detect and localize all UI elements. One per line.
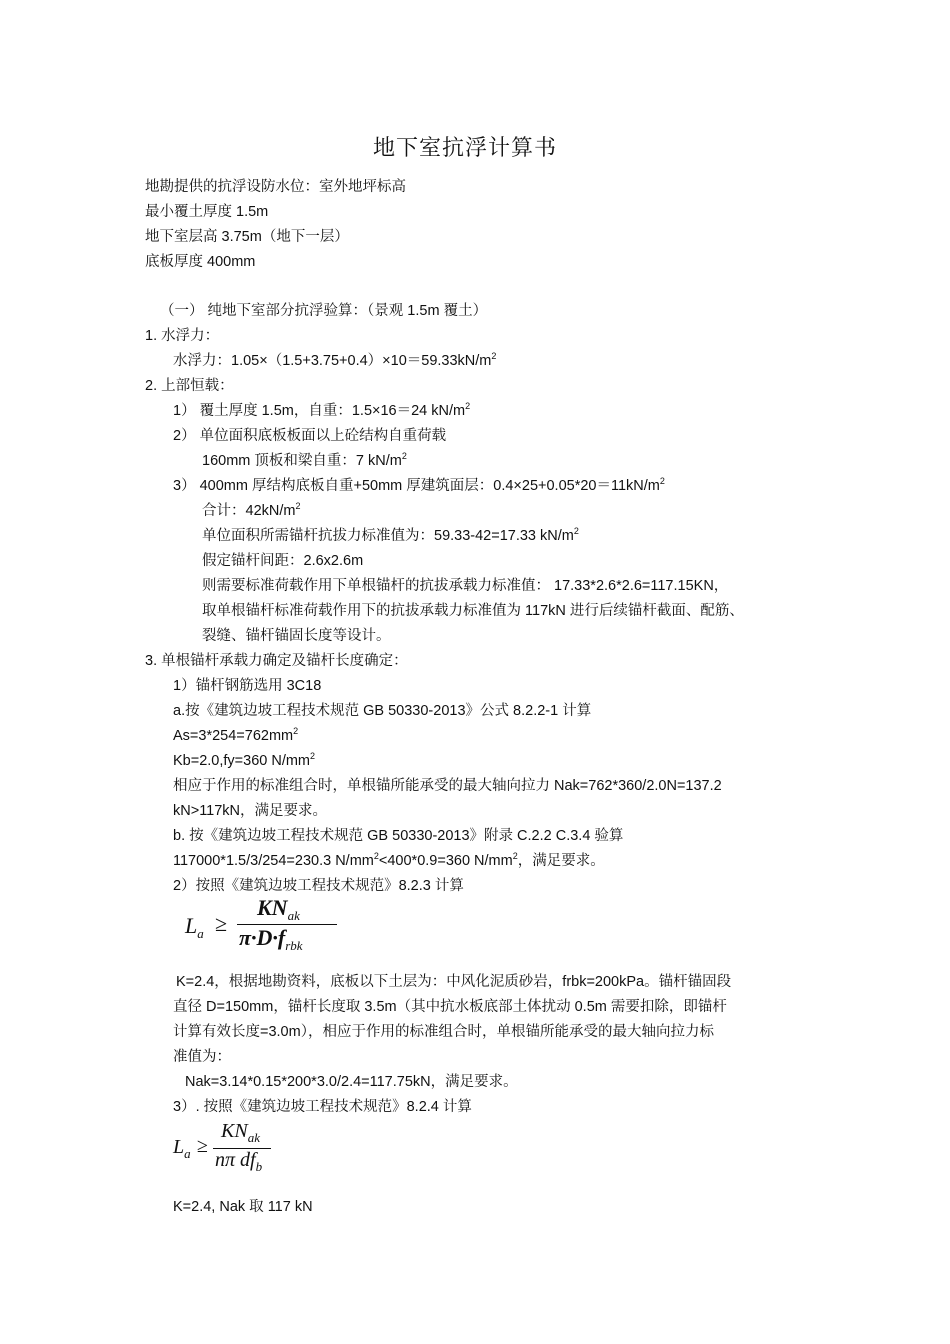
text-line: 裂缝、锚杆锚固长度等设计。 (202, 628, 391, 644)
formula-denominator: $\pi\cdot D\cdot f_{rbk}$ (239, 925, 303, 953)
text-line: 则需要标准荷载作用下单根锚杆的抗拔承载力标准值： 17.33*2.6*2.6=117.15KN， (202, 578, 729, 594)
text-line: Nak=3.14*0.15*200*3.0/2.4=117.75kN，满足要求。 (185, 1074, 518, 1090)
text-line: 1. 水浮力： (145, 328, 220, 344)
text-line: 直径 D=150mm，锚杆长度取 3.5m（其中抗水板底部土体扰动 0.5m 需要扣除，即锚杆 (173, 999, 727, 1015)
text-line: b. 按《建筑边坡工程技术规范 GB 50330-2013》附录 C.2.2 C.3.4 验算 (173, 828, 624, 844)
text-line: 160mm 顶板和梁自重：7 $kN/m^2$ (202, 451, 407, 469)
text-line: 2）按照《建筑边坡工程技术规范》8.2.3 计算 (173, 878, 464, 894)
formula-anchor-length-824 (173, 1120, 293, 1176)
text-line: 地勘提供的抗浮设防水位：室外地坪标高 (145, 179, 406, 195)
text-line: Kb=2.0,fy=360 $N/mm^2$ (173, 751, 316, 769)
text-line: 单位面积所需锚杆抗拔力标准值为：59.33-42=17.33 $kN/m^2$ (202, 526, 579, 544)
text-line: a.按《建筑边坡工程技术规范 GB 50330-2013》公式 8.2.2-1 计算 (173, 703, 592, 719)
text-line: K=2.4, Nak 取 117 kN (173, 1199, 313, 1215)
text-line: 3. 单根锚杆承载力确定及锚杆长度确定： (145, 653, 408, 669)
text-line: 1）锚杆钢筋选用 3C18 (173, 678, 322, 694)
text-line: kN>117kN，满足要求。 (173, 803, 328, 819)
text-line: 117000*1.5/3/254=230.3 $N/mm^2<400*0.9=360$ $N/mm^2$，满足要求。 (173, 851, 605, 869)
formula-anchor-length-823 (185, 895, 355, 955)
text-line: 准值为： (173, 1049, 231, 1065)
text-line: 底板厚度 400mm (145, 254, 256, 270)
formula-lhs: $L_a$ (185, 913, 204, 941)
formula-lhs: $L_a$ (173, 1136, 191, 1161)
formula-operator: ≥ (215, 911, 228, 936)
text-line: 最小覆土厚度 1.5m (145, 204, 269, 220)
text-line: 1） 覆土厚度 1.5m，自重：1.5×16＝24 $kN/m^2$ (173, 401, 471, 419)
document-title: 地下室抗浮计算书 (373, 135, 558, 160)
formula-denominator: nπ $df_b$ (215, 1149, 263, 1174)
text-line: 合计：$42kN/m^2$ (202, 501, 301, 519)
text-line: $As=3*254=762mm^2$ (173, 726, 299, 744)
text-line: K=2.4，根据地勘资料，底板以下土层为：中风化泥质砂岩，frbk=200kPa。锚杆锚固段 (176, 974, 732, 990)
text-line: 相应于作用的标准组合时，单根锚所能承受的最大轴向拉力 Nak=762*360/2.0N=137.2 (173, 778, 722, 794)
text-line: 计算有效长度=3.0m），相应于作用的标准组合时，单根锚所能承受的最大轴向拉力标 (173, 1024, 714, 1040)
text-line: 2） 单位面积底板板面以上砼结构自重荷载 (173, 428, 447, 444)
text-line: 3）. 按照《建筑边坡工程技术规范》8.2.4 计算 (173, 1099, 472, 1115)
formula-operator: ≥ (197, 1135, 208, 1157)
text-line: 地下室层高 3.75m（地下一层） (145, 229, 349, 245)
formula-numerator: $KN_{ak}$ (221, 1120, 260, 1145)
text-line: 水浮力：$1.05\times(1.5+3.75+0.4)\times 10=59.33kN/m^2$ (173, 351, 497, 369)
section-heading: （一） 纯地下室部分抗浮验算：（景观 1.5m 覆土） (160, 303, 488, 319)
text-line: 2. 上部恒载： (145, 378, 234, 394)
text-line: 假定锚杆间距：2.6x2.6m (202, 553, 364, 569)
text-line: 3） 400mm 厚结构底板自重+50mm 厚建筑面层：$0.4\times 25+0.05*20=11kN/m^2$ (173, 476, 665, 494)
text-line: 取单根锚杆标准荷载作用下的抗拔承载力标准值为 117kN 进行后续锚杆截面、配筋、 (202, 603, 744, 619)
formula-numerator: $KN_{ak}$ (257, 895, 300, 923)
